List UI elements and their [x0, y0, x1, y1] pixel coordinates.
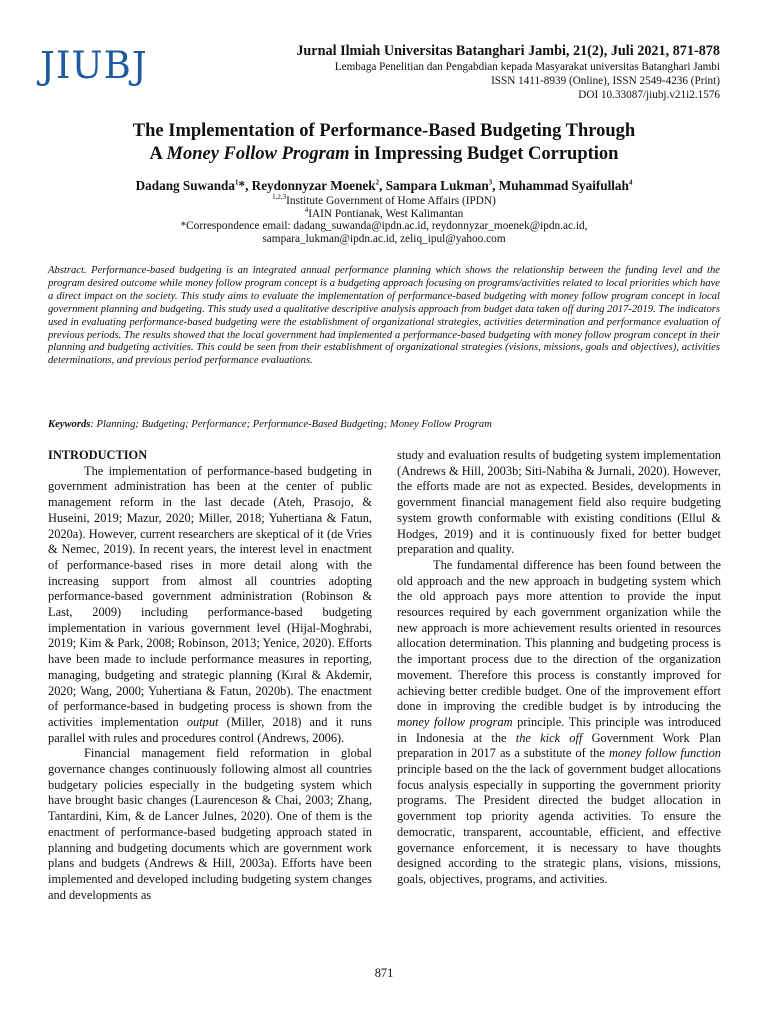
author-sep: ,	[492, 178, 499, 193]
paragraph-text: The implementation of performance-based budgeting in government administration has been at the center of public management reform in the last decade (Ateh, Prasojo, & Huseini, 2019; Mazur, 2020; Miller, 2018; Yuhertiana & Fatun, 2020a). However, current researchers are skeptical of it (de Vries & Nemec, 2019). In recent years, the interest level in enactment of performance-based rises in more detail along with the increasing support from almost all countries adopting performance-based government administration (Robinson & Last, 2009) including performance-based budgeting implementation in various government level (Hijal-Moghrabi, 2019; Kim & Park, 2008; Robinson, 2013; Yenice, 2020). Efforts have been made to include performance measures in reporting, managing, budgeting and strategic planning (Kıral & Akdemir, 2020; Wang, 2000; Yuhertiana & Fatun, 2020b). The enactment of performance-based in budgeting process is shown from the activities implementation	[48, 463, 372, 729]
abstract-label: Abstract	[48, 265, 84, 276]
section-heading-introduction: INTRODUCTION	[48, 448, 148, 462]
affiliation-2-sup: 4	[304, 205, 309, 214]
author-3: Sampara Lukman	[385, 178, 489, 193]
paragraph-text: (Miller, 2018) and it runs parallel with rules and procedures control (Andrews, 2006).	[48, 714, 372, 745]
correspondence-email-1: *Correspondence email: dadang_suwanda@ipdn.ac.id, reydonnyzar_moenek@ipdn.ac.id,	[180, 220, 588, 233]
affiliation-1-text: Institute Government of Home Affairs (IPDN)	[286, 195, 496, 207]
paragraph	[397, 558, 721, 888]
paragraph-text: principle based on the the lack of government budget allocations focus analysis especially in supporting the government priority programs. The President directed the budget allocation in government top priority agenda activities. To ensure the democratic, transparent, accountable, efficient, and effective governance enforcement, it is necessary to have thoughts designed according to the strategic plans, visions, missions, goals, objectives, programs, and activities.	[397, 762, 721, 886]
paragraph: Financial management field reformation in global governance changes continuously following almost all countries budgetary policies especially in the budgeting system which have brought basic changes (Laurenceson & Chai, 2003; Zhang, Tantardini, Kim, & de Lancer Julnes, 2020). One of them is the enactment of performance-based budgeting approach stated in planning and budgeting documents which are government work plans and budgets (Andrews & Hill, 2003a). Efforts have been implemented and developed including budgeting system changes and developments as	[48, 746, 372, 902]
journal-doi[interactable]: DOI 10.33087/jiubj.v21i2.1576	[578, 89, 720, 101]
title-part-b: in Impressing Budget Corruption	[349, 144, 619, 164]
title-line-2	[48, 143, 720, 166]
keywords-label: Keywords	[48, 419, 91, 430]
paragraph: study and evaluation results of budgeting system implementation (Andrews & Hill, 2003b; Siti-Nabiha & Jurnali, 2020). However, the efforts made are not as expected. Besides, developments in government financial management field also require budgeting system growth conformable with existing conditions (Ellul & Hodges, 2019) and it is continuously fixed for better budget preparation and quality.	[397, 448, 721, 557]
journal-name: Jurnal Ilmiah Universitas Batanghari Jambi, 21(2), Juli 2021, 871-878	[296, 43, 720, 59]
paragraph-text: Government Work Plan preparation in 2017 as a substitute of the	[397, 730, 721, 761]
right-column	[397, 448, 721, 888]
title-part-a: A	[149, 144, 167, 164]
paper-title	[48, 120, 720, 166]
paragraph-italic: money follow function	[608, 746, 722, 761]
title-line-1: The Implementation of Performance-Based Budgeting Through	[132, 121, 636, 141]
author-1-mark: *,	[238, 178, 252, 193]
affiliation-1	[48, 195, 720, 208]
author-1: Dadang Suwanda	[135, 178, 235, 193]
author-4-affil: 4	[628, 178, 633, 187]
title-italic: Money Follow Program	[166, 144, 350, 164]
journal-logo: JIUBJ	[40, 44, 148, 87]
paragraph	[48, 464, 372, 747]
paragraph-italic: money follow program	[397, 714, 513, 729]
paragraph-text: principle. This principle was introduced in Indonesia at the	[397, 714, 721, 745]
affiliations	[48, 195, 720, 245]
affiliation-2	[48, 205, 720, 221]
paragraph-italic: the kick off	[515, 730, 583, 745]
affiliation-2-text: IAIN Pontianak, West Kalimantan	[308, 207, 464, 220]
keywords-text: : Planning; Budgeting; Performance; Performance-Based Budgeting; Money Follow Program	[90, 419, 492, 430]
author-2-affil: 2	[375, 178, 380, 187]
author-4: Muhammad Syaifullah	[498, 178, 629, 193]
page-number: 871	[374, 966, 394, 980]
paragraph-italic: output	[186, 714, 219, 729]
journal-header	[296, 42, 720, 102]
author-sep: ,	[379, 178, 386, 193]
left-column	[48, 448, 372, 903]
abstract-text: . Performance-based budgeting is an integrated annual performance planning which shows the relationship between the funding level and the program desired outcome while money follow program concept is a budgeting approach focusing on programs/activities related to local priorities which have a direct impact on the society. This study aims to evaluate the implementation of performance-based budgeting with money follow program concept in local government planning and budgeting. This study used a qualitative descriptive analysis approach from budget data taken off during 2017-2019. The indicators used in evaluating performance-based budgeting were the establishment of organizational strategies, activities determination and performance evaluation of previous periods. The results showed that the local government had implemented a performance-based budgeting with money follow program concept in their planning and budgeting activities. This could be seen from their establishment of organizational strategies (visions, missions, goals and objectives), activities determinations, and previous period performance evaluations.	[48, 265, 720, 367]
abstract	[48, 265, 720, 368]
journal-institution: Lembaga Penelitian dan Pengabdian kepada Masyarakat universitas Batanghari Jambi	[334, 61, 720, 73]
author-3-affil: 3	[488, 178, 493, 187]
paragraph-text: The fundamental difference has been found between the old approach and the new approach in budgeting system which the old approach pays more attention to provide the input resources required by each government organization while the new approach is more achievement results oriented in resources allocation determination. This planning and budgeting process is the important process due to the direction of the organization movement. Therefore this process is constantly improved for achieving better credible budget. One of the improvement effort done in improving the credible budget is by introducing the	[397, 557, 721, 714]
affiliation-1-sup: 1,2,3	[272, 193, 287, 202]
correspondence-email-2: sampara_lukman@ipdn.ac.id, zeliq_ipul@yahoo.com	[262, 232, 506, 245]
author-1-affil: 1	[234, 178, 239, 187]
author-list	[48, 178, 720, 194]
keywords	[48, 419, 720, 430]
journal-issn: ISSN 1411-8939 (Online), ISSN 2549-4236 (Print)	[491, 75, 720, 87]
author-2: Reydonnyzar Moenek	[251, 178, 376, 193]
